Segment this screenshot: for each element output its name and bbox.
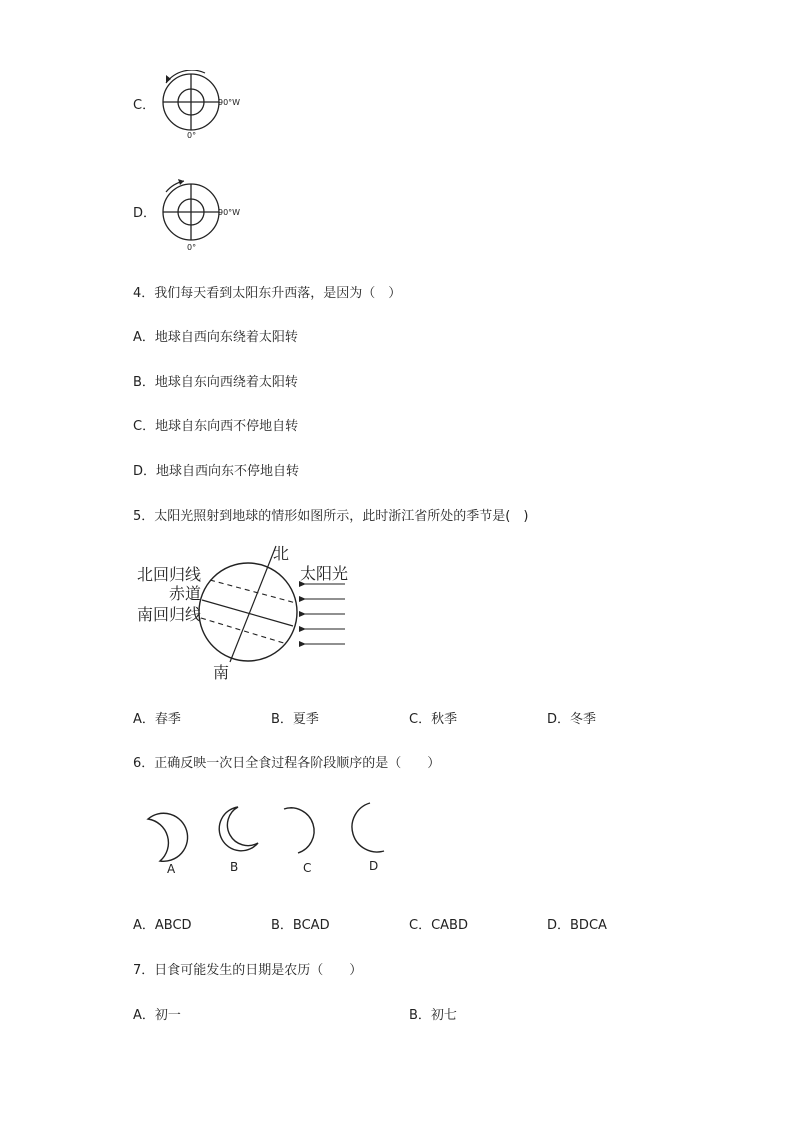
option-letter: C． [133, 98, 156, 113]
q6-eclipse-figure [130, 795, 400, 885]
q5-option-c: C．秋季 [409, 712, 458, 727]
q3-option-c [133, 70, 253, 140]
lon-label: 90°W [218, 208, 241, 217]
q7-option-a: A．初一 [133, 1008, 181, 1023]
q7-option-b: B．初七 [409, 1008, 457, 1023]
sunlight-label: 太阳光 [300, 564, 349, 583]
eclipse-label-c: C [303, 861, 312, 875]
q6-option-c: C．CABD [409, 918, 468, 933]
lon-label: 90°W [218, 98, 241, 107]
q6-option-b: B．BCAD [271, 918, 330, 933]
q5-option-b: B．夏季 [271, 712, 319, 727]
eclipse-label-b: B [230, 860, 239, 874]
tropic-capricorn-label: 南回归线 [137, 605, 202, 624]
q5-option-d: D．冬季 [547, 712, 597, 727]
q4-stem: 4．我们每天看到太阳东升西落，是因为（ ） [133, 286, 402, 301]
option-letter: D． [133, 206, 157, 221]
q7-stem: 7．日食可能发生的日期是农历（ ） [133, 963, 363, 978]
q5-stem: 5．太阳光照射到地球的情形如图所示，此时浙江省所处的季节是( ) [133, 509, 529, 524]
north-label: 北 [273, 544, 290, 563]
q3-option-d [133, 178, 253, 253]
eclipse-label-d: D [369, 859, 379, 873]
bottom-lon-label: 0° [187, 131, 197, 140]
q6-option-a: A．ABCD [133, 918, 192, 933]
q4-option-d: D．地球自西向东不停地自转 [133, 464, 300, 479]
earth-rotation-diagram [153, 70, 253, 140]
tropic-cancer-label: 北回归线 [137, 565, 202, 584]
south-label: 南 [213, 663, 230, 682]
earth-rotation-diagram [153, 178, 253, 253]
q4-option-a: A．地球自西向东绕着太阳转 [133, 330, 298, 345]
q5-option-a: A．春季 [133, 712, 181, 727]
q4-option-c: C．地球自东向西不停地自转 [133, 419, 299, 434]
q6-option-d: D．BDCA [547, 918, 607, 933]
q5-sunlight-figure [130, 540, 360, 685]
equator-label: 赤道 [169, 584, 202, 603]
q6-stem: 6．正确反映一次日全食过程各阶段顺序的是（ ） [133, 756, 441, 771]
eclipse-label-a: A [167, 862, 176, 876]
bottom-lon-label: 0° [187, 243, 197, 252]
q4-option-b: B．地球自东向西绕着太阳转 [133, 375, 298, 390]
